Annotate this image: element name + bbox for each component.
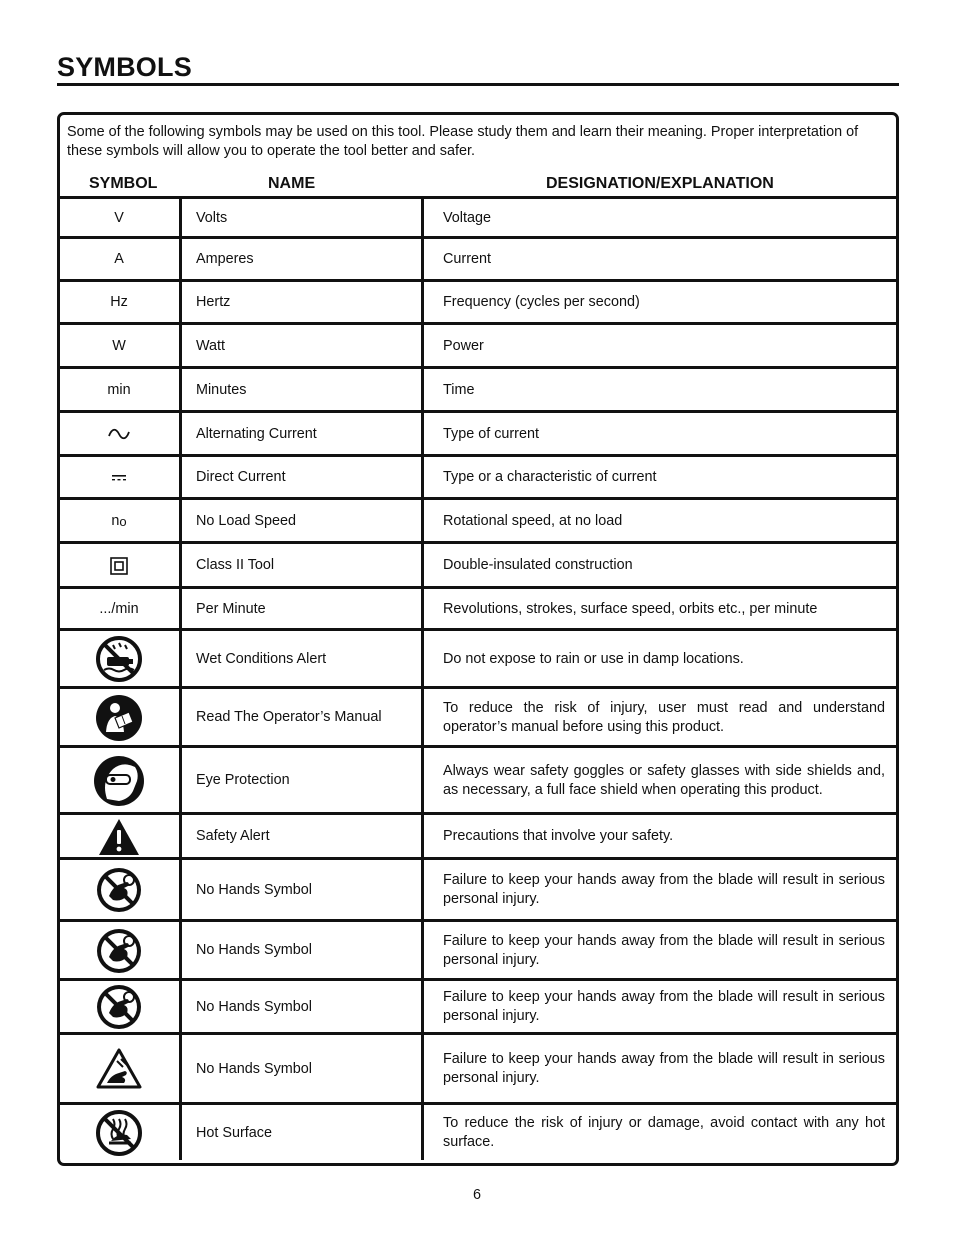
- symbol-cell: [59, 199, 179, 237]
- name-cell: [196, 589, 416, 629]
- designation-cell: [443, 981, 885, 1033]
- symbol-designation: Frequency (cycles per second): [443, 294, 640, 310]
- designation-cell: [443, 589, 885, 629]
- symbol-cell: [59, 369, 179, 411]
- symbol-name: Class II Tool: [196, 557, 275, 573]
- symbol-name: No Load Speed: [196, 512, 297, 529]
- symbol-text: min: [107, 381, 131, 398]
- class-ii-tool-icon: [110, 557, 128, 575]
- no-hands-icon: [95, 927, 143, 975]
- hot-surface-icon: [95, 1109, 143, 1157]
- symbol-designation: To reduce the risk of injury or damage, avoid contact with any hot surface.: [443, 1115, 885, 1150]
- symbol-name: Minutes: [196, 381, 247, 398]
- symbol-cell: [59, 1035, 179, 1103]
- symbol-designation: Time: [443, 381, 475, 398]
- alternating-current-icon: [107, 427, 131, 441]
- symbol-cell: [59, 239, 179, 280]
- eye-protection-icon: [93, 755, 145, 807]
- designation-cell: [443, 689, 885, 746]
- designation-cell: [443, 631, 885, 687]
- symbol-cell: [59, 282, 179, 323]
- designation-cell: [443, 922, 885, 979]
- symbol-designation: Type of current: [443, 425, 539, 442]
- name-cell: [196, 748, 416, 813]
- name-cell: [196, 689, 416, 746]
- column-divider: [179, 196, 182, 1160]
- symbol-text: V: [114, 209, 124, 226]
- symbol-name: Wet Conditions Alert: [196, 650, 327, 667]
- column-divider: [421, 196, 424, 1160]
- symbol-cell: [59, 1105, 179, 1161]
- symbol-cell: [59, 589, 179, 629]
- header-designation: DESIGNATION/EXPLANATION: [546, 175, 774, 192]
- symbol-designation: Failure to keep your hands away from the blade will result in serious personal injury.: [443, 989, 885, 1024]
- symbol-cell: [59, 689, 179, 746]
- symbol-name: No Hands Symbol: [196, 942, 312, 958]
- symbol-designation: Failure to keep your hands away from the blade will result in serious personal injury.: [443, 1051, 885, 1086]
- intro-text: Some of the following symbols may be used on this tool. Please study them and learn their meaning. Proper interpretation of these symbols will allow you to operate the tool better and safer.: [67, 124, 859, 159]
- symbol-designation: Rotational speed, at no load: [443, 512, 623, 529]
- name-cell: [196, 457, 416, 498]
- symbol-designation: Type or a characteristic of current: [443, 469, 657, 485]
- symbol-name: No Hands Symbol: [196, 998, 312, 1015]
- symbol-cell: [59, 981, 179, 1033]
- name-cell: [196, 981, 416, 1033]
- name-cell: [196, 860, 416, 920]
- no-hands-triangle-icon: [95, 1047, 143, 1091]
- symbol-designation: Double-insulated construction: [443, 557, 633, 573]
- symbol-name: Amperes: [196, 251, 254, 267]
- symbol-designation: Precautions that involve your safety.: [443, 828, 674, 844]
- symbol-cell: [59, 457, 179, 498]
- designation-cell: [443, 239, 885, 280]
- designation-cell: [443, 748, 885, 813]
- symbol-designation: Do not expose to rain or use in damp locations.: [443, 650, 744, 667]
- symbol-name: Watt: [196, 337, 226, 354]
- name-cell: [196, 369, 416, 411]
- symbol-name: No Hands Symbol: [196, 1060, 312, 1077]
- designation-cell: [443, 282, 885, 323]
- no-hands-icon: [95, 866, 143, 914]
- read-manual-icon: [95, 694, 143, 742]
- page-title: SYMBOLS: [57, 52, 192, 82]
- symbol-name: Alternating Current: [196, 425, 317, 442]
- designation-cell: [443, 815, 885, 858]
- designation-cell: [443, 325, 885, 367]
- name-cell: [196, 544, 416, 587]
- wet-conditions-alert-icon: [95, 635, 143, 683]
- symbol-cell: [59, 413, 179, 455]
- symbol-designation: Power: [443, 337, 484, 354]
- name-cell: [196, 1035, 416, 1103]
- symbol-name: Hot Surface: [196, 1124, 272, 1141]
- symbol-cell: [59, 544, 179, 587]
- designation-cell: [443, 413, 885, 455]
- name-cell: [196, 1105, 416, 1161]
- symbol-cell: [59, 922, 179, 979]
- symbol-name: Volts: [196, 209, 228, 226]
- symbol-cell: [59, 325, 179, 367]
- name-cell: [196, 239, 416, 280]
- name-cell: [196, 413, 416, 455]
- symbol-designation: To reduce the risk of injury, user must read and understand operator’s manual before using this product.: [443, 699, 885, 735]
- symbol-name: Safety Alert: [196, 828, 270, 844]
- designation-cell: [443, 369, 885, 411]
- title-rule: [57, 83, 899, 86]
- symbol-cell: [59, 631, 179, 687]
- symbol-name: No Hands Symbol: [196, 881, 312, 898]
- symbol-text: n: [111, 512, 120, 529]
- designation-cell: [443, 1105, 885, 1161]
- no-hands-icon: [95, 983, 143, 1031]
- symbol-designation: Revolutions, strokes, surface speed, orbits etc., per minute: [443, 600, 818, 617]
- symbol-name: Direct Current: [196, 469, 286, 485]
- name-cell: [196, 282, 416, 323]
- direct-current-icon: [111, 474, 127, 482]
- symbol-designation: Voltage: [443, 209, 492, 226]
- name-cell: [196, 199, 416, 237]
- symbol-text: .../min: [99, 600, 139, 617]
- name-cell: [196, 325, 416, 367]
- page-number: 6: [472, 1187, 481, 1203]
- symbol-text: Hz: [110, 294, 128, 310]
- designation-cell: [443, 500, 885, 542]
- name-cell: [196, 631, 416, 687]
- symbol-name: Eye Protection: [196, 772, 290, 788]
- symbol-cell: [59, 815, 179, 858]
- symbol-name: Read The Operator’s Manual: [196, 709, 382, 725]
- header-name: NAME: [268, 175, 316, 192]
- symbol-cell: [59, 748, 179, 813]
- symbol-name: Per Minute: [196, 600, 266, 617]
- designation-cell: [443, 544, 885, 587]
- name-cell: [196, 815, 416, 858]
- symbol-cell: [59, 500, 179, 542]
- symbol-designation: Current: [443, 251, 491, 267]
- safety-alert-icon: [97, 817, 141, 857]
- designation-cell: [443, 457, 885, 498]
- symbol-text: W: [112, 337, 126, 354]
- designation-cell: [443, 199, 885, 237]
- symbol-text: A: [114, 251, 124, 267]
- header-symbol: SYMBOL: [89, 175, 158, 192]
- symbol-designation: Failure to keep your hands away from the blade will result in serious personal injury.: [443, 932, 885, 968]
- symbol-subscript: o: [119, 513, 127, 529]
- designation-cell: [443, 1035, 885, 1103]
- symbol-designation: Always wear safety goggles or safety glasses with side shields and, as necessary, a full face shield when operating this product.: [443, 762, 885, 798]
- symbol-cell: [59, 860, 179, 920]
- name-cell: [196, 500, 416, 542]
- symbol-designation: Failure to keep your hands away from the blade will result in serious personal injury.: [443, 872, 885, 907]
- designation-cell: [443, 860, 885, 920]
- name-cell: [196, 922, 416, 979]
- symbol-name: Hertz: [196, 294, 231, 310]
